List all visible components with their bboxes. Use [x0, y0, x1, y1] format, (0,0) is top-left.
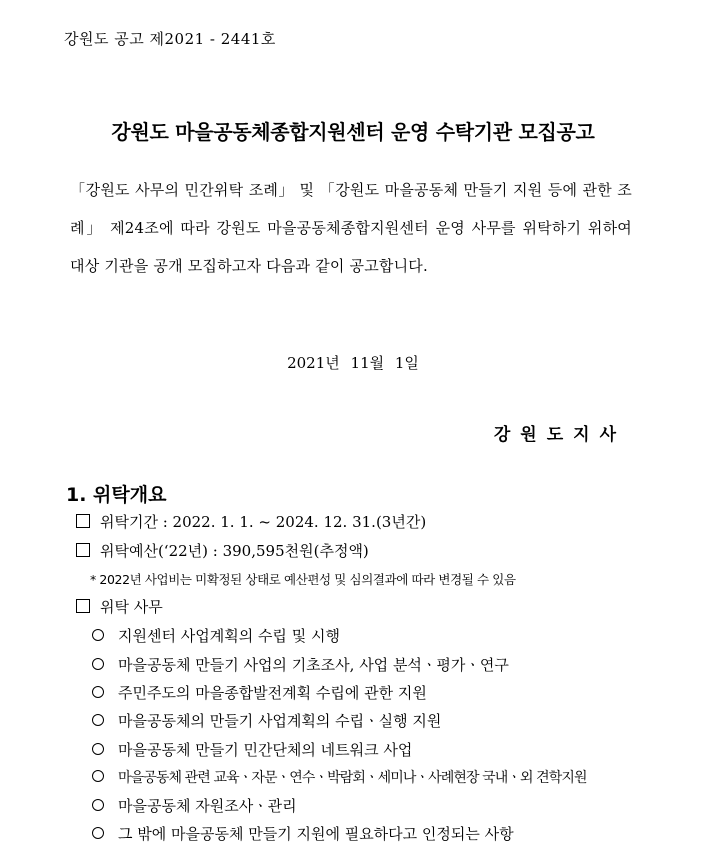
- circle-bullet-icon: [92, 743, 104, 755]
- checkbox-square-icon: [76, 543, 90, 557]
- circle-bullet-icon: [92, 827, 104, 839]
- duty-item: [92, 795, 297, 816]
- announcement-date: 2021년 11월 1일: [287, 354, 419, 372]
- duty-item-text: 마을공동체 만들기 민간단체의 네트워크 사업: [118, 741, 413, 759]
- duty-item: [92, 823, 514, 844]
- circle-bullet-icon: [92, 770, 104, 782]
- duty-item-text: 그 밖에 마을공동체 만들기 지원에 필요하다고 인정되는 사항: [118, 825, 514, 843]
- duty-item: [92, 682, 427, 703]
- duty-item-text: 마을공동체 자원조사ㆍ관리: [118, 797, 297, 815]
- list-item-text: 위탁 사무: [100, 598, 163, 616]
- checkbox-square-icon: [76, 599, 90, 613]
- duty-item: [92, 767, 587, 787]
- issuer-name: 강원도지사: [493, 425, 626, 445]
- list-item-text: 위탁예산(‘22년) : 390,595천원(추정액): [100, 542, 369, 560]
- duty-item-text: 마을공동체의 만들기 사업계획의 수립ㆍ실행 지원: [118, 712, 442, 730]
- list-item-text: 위탁기간 : 2022. 1. 1. ~ 2024. 12. 31.(3년간): [100, 513, 427, 531]
- duty-item-text: 마을공동체 관련 교육ㆍ자문ㆍ연수ㆍ박람회ㆍ세미나ㆍ사례현장 국내ㆍ외 견학지원: [118, 770, 587, 786]
- document-title: 강원도 마을공동체종합지원센터 운영 수탁기관 모집공고: [111, 120, 595, 144]
- duty-item: [92, 710, 441, 731]
- circle-bullet-icon: [92, 658, 104, 670]
- list-item-budget: [76, 540, 369, 561]
- circle-bullet-icon: [92, 799, 104, 811]
- checkbox-square-icon: [76, 514, 90, 528]
- circle-bullet-icon: [92, 714, 104, 726]
- circle-bullet-icon: [92, 629, 104, 641]
- section-heading: 1. 위탁개요: [66, 484, 167, 506]
- document-number: 강원도 공고 제2021 - 2441호: [64, 30, 276, 48]
- duty-item: [92, 625, 340, 646]
- budget-note: * 2022년 사업비는 미확정된 상태로 예산편성 및 심의결과에 따라 변경될 수 있음: [90, 572, 516, 587]
- duty-item-text: 마을공동체 만들기 사업의 기초조사, 사업 분석ㆍ평가ㆍ연구: [118, 656, 509, 674]
- duty-item: [92, 654, 509, 675]
- duty-item: [92, 739, 412, 760]
- duty-item-text: 주민주도의 마을종합발전계획 수립에 관한 지원: [118, 684, 427, 702]
- list-item-duties: [76, 596, 163, 617]
- list-item-period: [76, 511, 426, 532]
- intro-paragraph: 「강원도 사무의 민간위탁 조례」 및 「강원도 마을공동체 만들기 지원 등에 관한 조례」 제24조에 따라 강원도 마을공동체종합지원센터 운영 사무를 위탁하기 위하여 대상 기관을 공개 모집하고자 다음과 같이 공고합니다.: [70, 181, 632, 275]
- duty-item-text: 지원센터 사업계획의 수립 및 시행: [118, 627, 340, 645]
- circle-bullet-icon: [92, 686, 104, 698]
